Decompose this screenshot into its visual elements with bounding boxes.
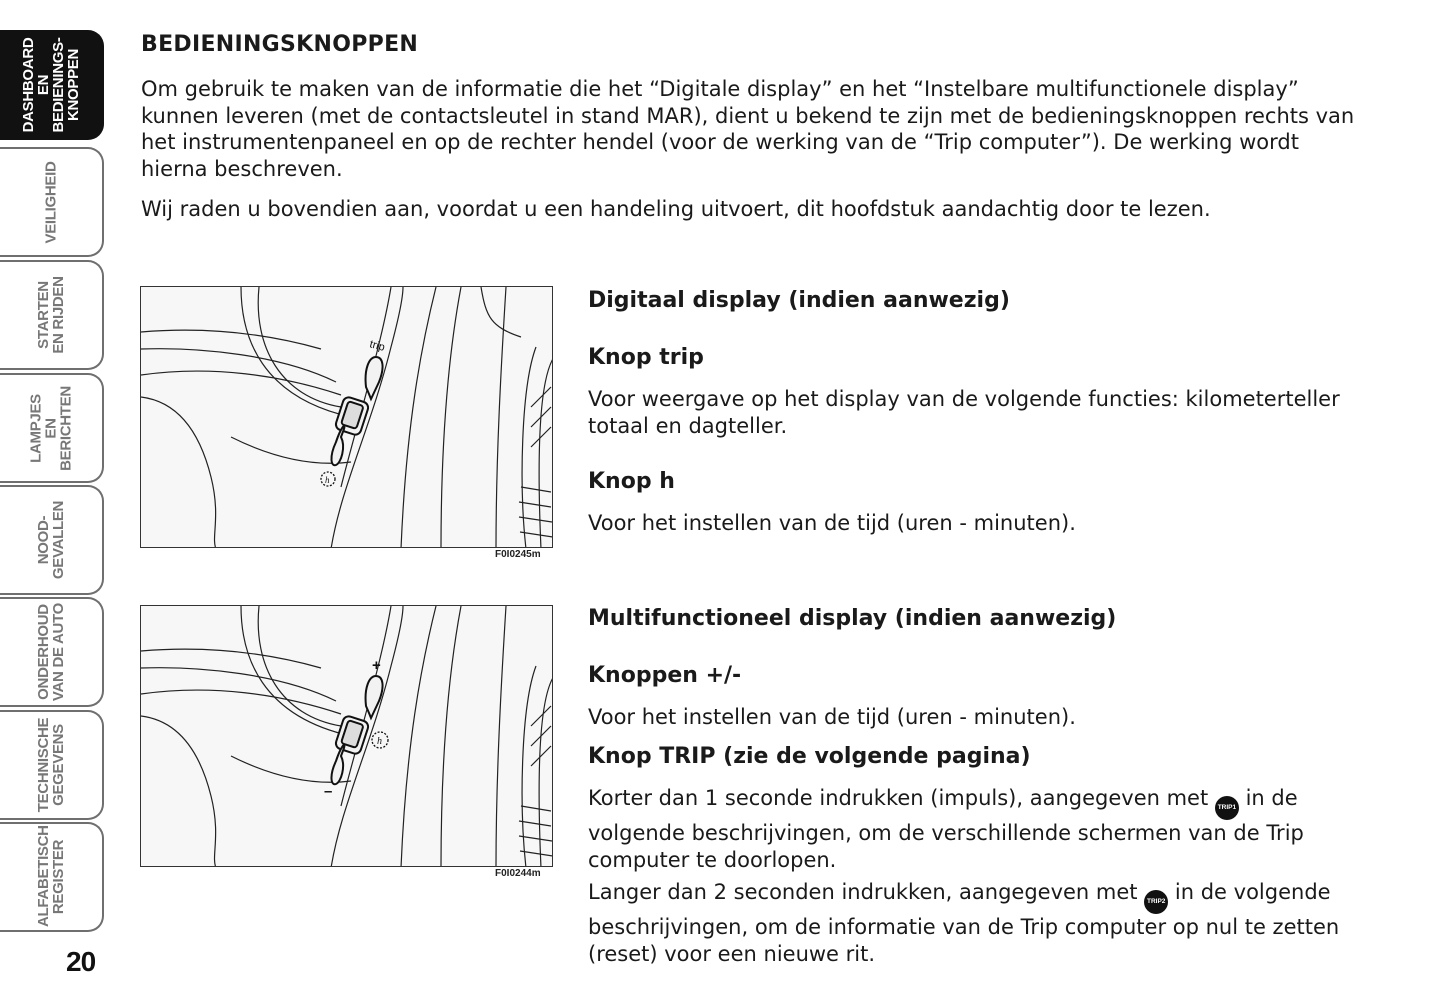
short-press-text (588, 785, 1348, 873)
trip-button-title: Knop trip (588, 345, 704, 370)
minus-label: – (324, 783, 333, 800)
tab-dashboard[interactable] (0, 30, 104, 140)
tab-lampjes[interactable] (0, 373, 104, 483)
trip1-icon: TRIP1 (1215, 796, 1239, 820)
trip-button-text: Voor weergave op het display van de volgende functies: kilometerteller totaal en dagteller. (588, 387, 1340, 438)
advice-paragraph: Wij raden u bovendien aan, voordat u een handeling uitvoert, dit hoofdstuk aandachtig door te lezen. (141, 197, 1211, 221)
figure-code: F0I0245m (495, 549, 541, 560)
svg-text:h: h (325, 475, 330, 485)
page-title: BEDIENINGSKNOPPEN (141, 32, 419, 57)
long-press-pre: Langer dan 2 seconden indrukken, aangegeven met (588, 880, 1138, 904)
figure-multifunction-display (140, 605, 553, 867)
h-button-text: Voor het instellen van de tijd (uren - minuten). (588, 511, 1076, 535)
tab-label: NOOD- GEVALLEN (35, 500, 67, 580)
long-press-text (588, 879, 1348, 967)
dashboard-illustration (141, 287, 553, 548)
tab-register[interactable] (0, 822, 104, 932)
tab-technische[interactable] (0, 710, 104, 820)
long-press-post: in de volgende beschrijvingen, om de informatie van de Trip computer op nul te zetten (reset) voor een nieuwe rit. (588, 880, 1340, 966)
page-number: 20 (66, 946, 96, 977)
tab-label: STARTEN EN RIJDEN (35, 276, 67, 354)
tab-label: TECHNISCHE GEGEVENS (35, 717, 67, 813)
trip-label: trip (368, 338, 387, 354)
tab-label: ALFABETISCH REGISTER (35, 825, 67, 927)
plus-label: + (372, 657, 381, 674)
trip-caps-title: Knop TRIP (zie de volgende pagina) (588, 744, 1031, 769)
tab-label: LAMPJES EN BERICHTEN (27, 385, 75, 471)
tab-onderhoud[interactable] (0, 597, 104, 707)
tab-starten[interactable] (0, 260, 104, 370)
figure-code: F0I0244m (495, 868, 541, 879)
svg-text:h: h (377, 736, 382, 747)
h-button-title: Knop h (588, 469, 675, 494)
tab-veiligheid[interactable] (0, 147, 104, 257)
figure-digital-display (140, 286, 553, 548)
trip2-icon: TRIP2 (1144, 890, 1168, 914)
intro-paragraph: Om gebruik te maken van de informatie die het “Digitale display” en het “Instelbare multifunctionele display” kunnen leveren (met de contactsleutel in stand MAR), dient u bekend te zijn met de bedieningsknoppen rechts van het instrumentenpaneel en op de rechter hendel (voor de werking van de “Trip computer”). De werking wordt hierna beschreven. (141, 77, 1355, 181)
tab-label: DASHBOARD EN BEDIENINGS- KNOPPEN (20, 37, 82, 133)
short-press-post: in de volgende beschrijvingen, om de verschillende schermen van de Trip computer te doorlopen. (588, 786, 1304, 872)
plus-minus-title: Knoppen +/- (588, 663, 742, 688)
tab-label: ONDERHOUD VAN DE AUTO (35, 602, 67, 702)
tab-noodgevallen[interactable] (0, 485, 104, 595)
short-press-pre: Korter dan 1 seconde indrukken (impuls), aangegeven met (588, 786, 1209, 810)
tab-label: VEILIGHEID (42, 161, 60, 244)
section-title-digital: Digitaal display (indien aanwezig) (588, 288, 1010, 313)
plus-minus-text: Voor het instellen van de tijd (uren - minuten). (588, 705, 1076, 729)
dashboard-illustration (141, 606, 553, 867)
section-title-multi: Multifunctioneel display (indien aanwezig) (588, 606, 1117, 631)
